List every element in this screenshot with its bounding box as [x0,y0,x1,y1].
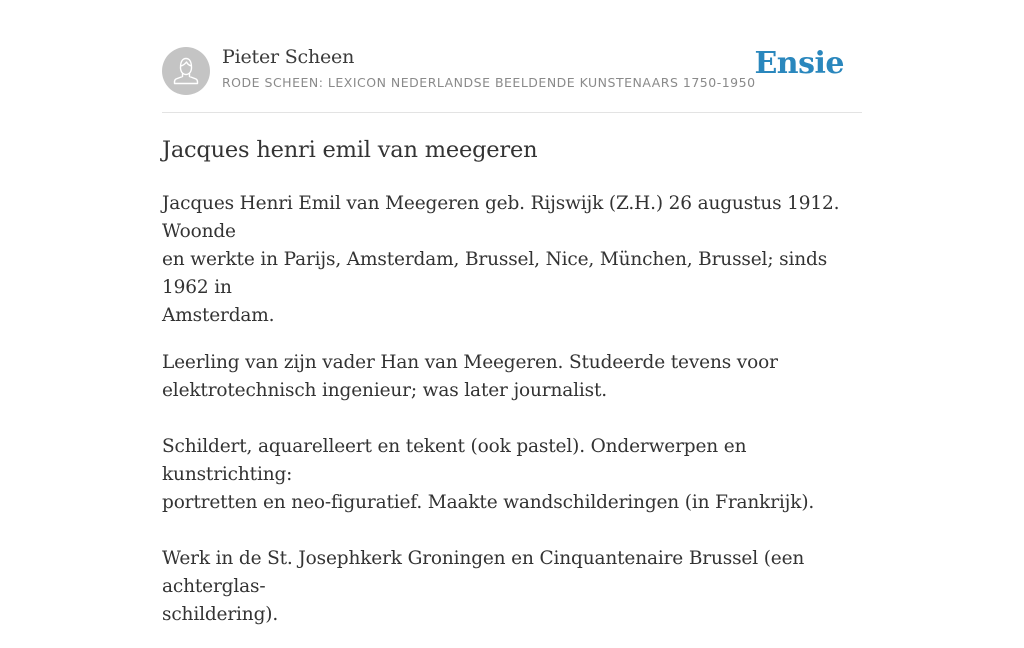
text-line: portretten en neo-figuratief. Maakte wandschilderingen (in Frankrijk). [162,492,815,513]
article-body [162,190,862,648]
text-line: Leerling van zijn vader Han van Meegeren. Studeerde tevens voor [162,352,778,373]
author-avatar[interactable] [162,47,210,95]
text-line: en werkte in Parijs, Amsterdam, Brussel, Nice, München, Brussel; sinds 1962 in [162,249,828,298]
text-line: elektrotechnisch ingenieur; was later journalist. [162,380,608,401]
text-line: Werk in de St. Josephkerk Groningen en Cinquantenaire Brussel (een achterglas- [162,548,805,597]
user-silhouette-icon [162,47,210,95]
text-line: Jacques Henri Emil van Meegeren geb. Rijswijk (Z.H.) 26 augustus 1912. Woonde [162,193,840,242]
author-name[interactable]: Pieter Scheen [222,46,355,68]
ensie-logo[interactable]: Ensie [754,46,844,81]
article-title: Jacques henri emil van meegeren [162,137,538,163]
paragraph [162,349,862,629]
text-line: schildering). [162,604,279,625]
line-break [162,517,862,545]
text-line: Amsterdam. [162,305,275,326]
entry-header [162,0,862,113]
source-title[interactable]: RODE SCHEEN: LEXICON NEDERLANDSE BEELDENDE KUNSTENAARS 1750-1950 [222,75,756,90]
page-container [162,0,862,625]
paragraph [162,190,862,330]
line-break [162,405,862,433]
text-line: Schildert, aquarelleert en tekent (ook pastel). Onderwerpen en kunstrichting: [162,436,747,485]
